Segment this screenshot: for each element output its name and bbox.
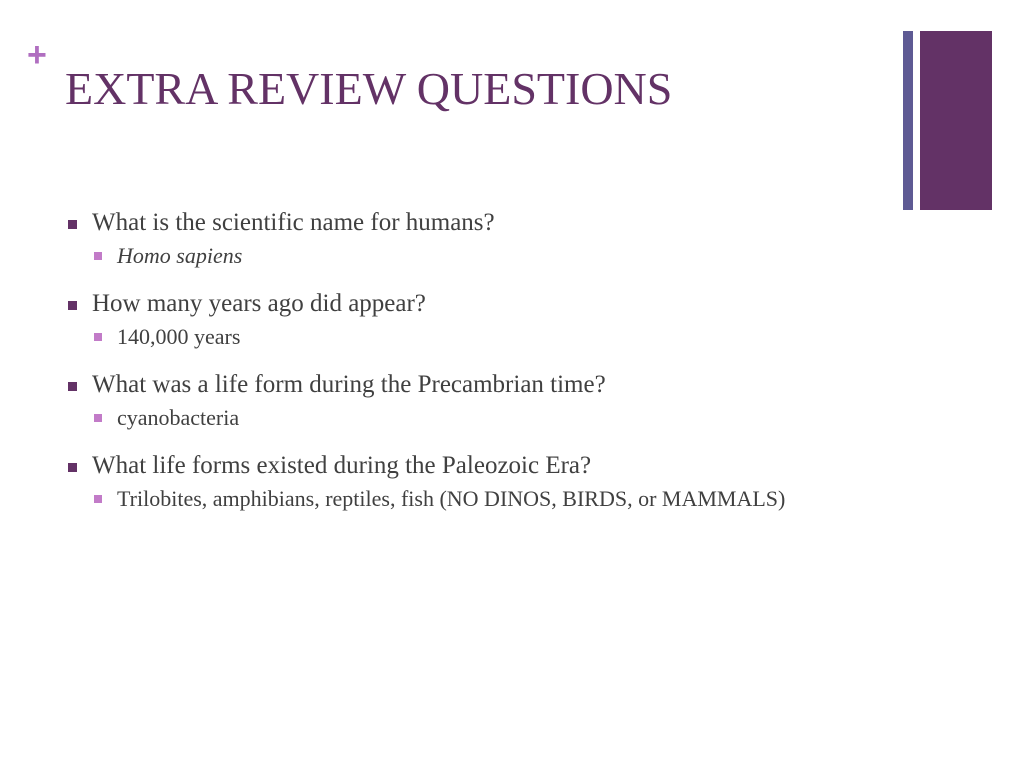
question-item [68,288,828,351]
question-text: What is the scientific name for humans? [92,209,495,236]
question-row [68,207,828,239]
question-list [68,207,828,531]
square-bullet-icon [94,333,102,341]
question-text: How many years ago did appear? [92,290,426,317]
plus-icon: + [27,36,47,74]
accent-bar-wide [920,31,992,210]
question-row [68,369,828,401]
question-text: What was a life form during the Precambrian time? [92,371,606,398]
square-bullet-icon [94,414,102,422]
slide-title: EXTRA REVIEW QUESTIONS [65,63,673,114]
answer-row [94,485,828,513]
answer-row [94,404,828,432]
answer-text: cyanobacteria [117,405,240,430]
question-row [68,450,828,482]
square-bullet-icon [68,463,77,472]
square-bullet-icon [68,382,77,391]
answer-text: Homo sapiens [117,243,243,268]
answer-row [94,323,828,351]
answer-text: 140,000 years [117,324,241,349]
square-bullet-icon [94,495,102,503]
question-text: What life forms existed during the Paleozoic Era? [92,452,592,479]
question-item [68,369,828,432]
question-row [68,288,828,320]
answer-row [94,242,828,270]
answer-text: Trilobites, amphibians, reptiles, fish (NO DINOS, BIRDS, or MAMMALS) [117,486,786,511]
question-item [68,207,828,270]
accent-bar-thin [903,31,913,210]
square-bullet-icon [68,220,77,229]
square-bullet-icon [94,252,102,260]
square-bullet-icon [68,301,77,310]
question-item [68,450,828,513]
